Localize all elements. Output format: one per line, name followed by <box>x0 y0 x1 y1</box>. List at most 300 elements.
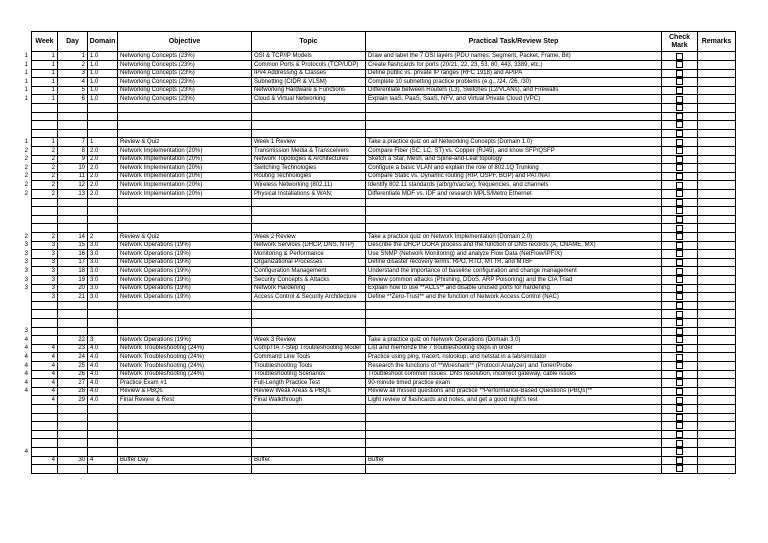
day-cell <box>57 129 87 137</box>
check-mark-cell <box>661 147 697 155</box>
domain-cell <box>87 448 117 456</box>
checkbox[interactable] <box>676 233 683 240</box>
week-cell: 4 <box>31 456 57 464</box>
day-cell: 28 <box>57 387 87 395</box>
topic-cell: Switching Technologies <box>251 164 365 172</box>
task-cell <box>365 310 661 318</box>
week-cell <box>31 327 57 335</box>
gutter-week: 3 <box>24 285 28 292</box>
checkbox[interactable] <box>676 147 683 154</box>
topic-cell: Week 3 Review <box>251 336 365 344</box>
day-cell: 23 <box>57 344 87 352</box>
remarks-cell[interactable] <box>697 439 736 447</box>
task-cell <box>365 104 661 112</box>
topic-cell: Network Services (DHCP, DNS, NTP) <box>251 241 365 249</box>
checkbox[interactable] <box>676 431 683 438</box>
topic-cell <box>251 310 365 318</box>
remarks-cell[interactable] <box>697 344 736 352</box>
check-mark-cell <box>661 250 697 258</box>
week-cell: 1 <box>31 95 57 103</box>
checkbox[interactable] <box>676 354 683 361</box>
week-cell: 4 <box>31 362 57 370</box>
checkbox[interactable] <box>676 268 683 275</box>
remarks-cell[interactable] <box>697 379 736 387</box>
check-mark-cell <box>661 276 697 284</box>
task-cell: Differentiate between Routers (L3), Switches (L2/VLANs), and Firewalls <box>365 86 661 94</box>
remarks-cell[interactable] <box>697 353 736 361</box>
topic-cell: Network Hardening <box>251 284 365 292</box>
remarks-cell[interactable] <box>697 95 736 103</box>
day-cell <box>57 319 87 327</box>
week-cell: 2 <box>31 155 57 163</box>
checkbox[interactable] <box>676 207 683 214</box>
objective-cell: Networking Concepts (23%) <box>117 86 251 94</box>
remarks-cell[interactable] <box>697 327 736 335</box>
remarks-cell[interactable] <box>697 181 736 189</box>
check-mark-cell <box>661 258 697 266</box>
check-mark-cell <box>661 387 697 395</box>
task-cell <box>365 198 661 206</box>
domain-cell: 1.0 <box>87 52 117 60</box>
domain-cell <box>87 439 117 447</box>
remarks-cell[interactable] <box>697 52 736 60</box>
week-cell: 4 <box>31 353 57 361</box>
week-cell: 4 <box>31 344 57 352</box>
day-cell: 21 <box>57 293 87 301</box>
remarks-cell[interactable] <box>697 164 736 172</box>
topic-cell: Buffer <box>251 456 365 464</box>
week-cell: 1 <box>31 61 57 69</box>
domain-cell: 3 <box>87 336 117 344</box>
topic-cell: Configuration Management <box>251 267 365 275</box>
remarks-cell[interactable] <box>697 267 736 275</box>
task-cell: Troubleshoot common issues: DNS resolution, incorrect gateway, cable issues <box>365 370 661 378</box>
objective-cell <box>117 413 251 421</box>
objective-cell: Networking Concepts (23%) <box>117 61 251 69</box>
gutter-week: 4 <box>24 354 28 360</box>
checkbox[interactable] <box>676 130 683 137</box>
day-cell: 9 <box>57 155 87 163</box>
day-cell: 17 <box>57 258 87 266</box>
checkbox[interactable] <box>676 448 683 455</box>
topic-cell: Subnetting (CIDR & VLSM) <box>251 78 365 86</box>
checkbox[interactable] <box>676 70 683 77</box>
gutter-week: 4 <box>24 448 28 455</box>
checkbox[interactable] <box>676 371 683 378</box>
checkbox[interactable] <box>676 156 683 163</box>
task-cell <box>365 465 661 473</box>
task-cell: 90-minute timed practice exam <box>365 379 661 387</box>
objective-cell: Network Troubleshooting (24%) <box>117 362 251 370</box>
task-cell: Compare Static vs. Dynamic routing (RIP, OSPF, BGP) and PAT/NAT <box>365 172 661 180</box>
checkbox[interactable] <box>676 104 683 111</box>
task-cell: Differentiate MDF vs. IDF and research MPLS/Metro Ethernet <box>365 190 661 198</box>
objective-cell <box>117 224 251 232</box>
checkbox[interactable] <box>676 345 683 352</box>
domain-cell <box>87 413 117 421</box>
day-cell: 27 <box>57 379 87 387</box>
day-cell <box>57 465 87 473</box>
domain-cell: 4.0 <box>87 362 117 370</box>
week-cell <box>31 215 57 223</box>
remarks-cell[interactable] <box>697 129 736 137</box>
task-cell: Use SNMP (Network Monitoring) and analyze Flow Data (NetFlow/IPFIX) <box>365 250 661 258</box>
domain-cell <box>87 104 117 112</box>
check-mark-cell <box>661 164 697 172</box>
task-cell: Practice using ping, tracert, nslookup, and netstat in a lab/simulator <box>365 353 661 361</box>
topic-cell: Final Walkthrough <box>251 396 365 404</box>
week-cell: 3 <box>31 284 57 292</box>
domain-cell <box>87 319 117 327</box>
check-mark-cell <box>661 413 697 421</box>
remarks-cell[interactable] <box>697 78 736 86</box>
gutter-week: 1 <box>24 87 28 94</box>
check-mark-cell <box>661 439 697 447</box>
domain-cell: 3.0 <box>87 293 117 301</box>
topic-cell: Wireless Networking (802.11) <box>251 181 365 189</box>
checkbox[interactable] <box>676 276 683 283</box>
topic-cell <box>251 112 365 120</box>
checkbox[interactable] <box>676 242 683 249</box>
checkbox[interactable] <box>676 388 683 395</box>
gutter-week: 2 <box>24 190 28 197</box>
check-mark-cell <box>661 301 697 309</box>
check-mark-cell <box>661 362 697 370</box>
remarks-cell[interactable] <box>697 430 736 438</box>
remarks-cell[interactable] <box>697 224 736 232</box>
topic-cell: Networking Hardware & Functions <box>251 86 365 94</box>
week-cell: 2 <box>31 181 57 189</box>
header-task: Practical Task/Review Step <box>365 32 661 51</box>
remarks-cell[interactable] <box>697 301 736 309</box>
remarks-cell[interactable] <box>697 215 736 223</box>
checkbox[interactable] <box>676 465 683 472</box>
task-cell <box>365 413 661 421</box>
checkbox[interactable] <box>676 422 683 429</box>
checkbox[interactable] <box>676 457 683 464</box>
check-mark-cell <box>661 327 697 335</box>
domain-cell: 1 <box>87 138 117 146</box>
day-cell <box>57 215 87 223</box>
day-cell: 10 <box>57 164 87 172</box>
check-mark-cell <box>661 61 697 69</box>
topic-cell: Transmission Media & Transceivers <box>251 147 365 155</box>
remarks-cell[interactable] <box>697 405 736 413</box>
remarks-cell[interactable] <box>697 233 736 241</box>
remarks-cell[interactable] <box>697 448 736 456</box>
remarks-cell[interactable] <box>697 422 736 430</box>
checkbox[interactable] <box>676 379 683 386</box>
day-cell: 12 <box>57 181 87 189</box>
week-cell <box>31 439 57 447</box>
day-cell: 4 <box>57 78 87 86</box>
checkbox[interactable] <box>676 328 683 335</box>
remarks-cell[interactable] <box>697 310 736 318</box>
week-cell: 3 <box>31 258 57 266</box>
checkbox[interactable] <box>676 164 683 171</box>
objective-cell <box>117 104 251 112</box>
topic-cell: Week 1 Review <box>251 138 365 146</box>
topic-cell: OSI & TCP/IP Models <box>251 52 365 60</box>
day-cell <box>57 327 87 335</box>
week-cell: 3 <box>31 250 57 258</box>
remarks-cell[interactable] <box>697 319 736 327</box>
task-cell <box>365 215 661 223</box>
remarks-cell[interactable] <box>697 362 736 370</box>
objective-cell: Networking Concepts (23%) <box>117 52 251 60</box>
check-mark-cell <box>661 224 697 232</box>
day-cell <box>57 224 87 232</box>
remarks-cell[interactable] <box>697 241 736 249</box>
objective-cell: Network Implementation (20%) <box>117 181 251 189</box>
remarks-cell[interactable] <box>697 121 736 129</box>
task-cell: Sketch a Star, Mesh, and Spine-and-Leaf topology <box>365 155 661 163</box>
checkbox[interactable] <box>676 53 683 60</box>
remarks-cell[interactable] <box>697 198 736 206</box>
checkbox[interactable] <box>676 96 683 103</box>
week-cell: 2 <box>31 233 57 241</box>
day-cell: 11 <box>57 172 87 180</box>
task-cell: Compare Fiber (SC, LC, ST) vs. Copper (RJ45), and know SFP/QSFP <box>365 147 661 155</box>
objective-cell: Network Troubleshooting (24%) <box>117 370 251 378</box>
domain-cell: 2.0 <box>87 164 117 172</box>
task-cell <box>365 439 661 447</box>
checkbox[interactable] <box>676 285 683 292</box>
task-cell <box>365 224 661 232</box>
topic-cell: Review Weak Areas & PBQs <box>251 387 365 395</box>
domain-cell: 1.0 <box>87 69 117 77</box>
remarks-cell[interactable] <box>697 276 736 284</box>
gutter-week: 1 <box>24 78 28 85</box>
topic-cell <box>251 198 365 206</box>
gutter-week: 1 <box>24 61 28 68</box>
checkbox[interactable] <box>676 405 683 412</box>
header-week: Week <box>31 32 57 51</box>
topic-cell <box>251 215 365 223</box>
week-cell <box>31 121 57 129</box>
week-cell <box>31 319 57 327</box>
topic-cell <box>251 439 365 447</box>
checkbox[interactable] <box>676 113 683 120</box>
gutter-week: 1 <box>24 53 28 59</box>
objective-cell <box>117 301 251 309</box>
checkbox[interactable] <box>676 293 683 300</box>
remarks-cell[interactable] <box>697 86 736 94</box>
remarks-cell[interactable] <box>697 104 736 112</box>
domain-cell: 1.0 <box>87 61 117 69</box>
gutter-week: 3 <box>24 250 28 257</box>
week-cell: 2 <box>31 147 57 155</box>
checkbox[interactable] <box>676 61 683 68</box>
remarks-cell[interactable] <box>697 172 736 180</box>
checkbox[interactable] <box>676 397 683 404</box>
task-cell <box>365 319 661 327</box>
domain-cell: 1.0 <box>87 78 117 86</box>
gutter-week: 3 <box>24 276 28 283</box>
task-cell: Define disaster recovery terms: RPO, RTO, MTTR, and MTBF <box>365 258 661 266</box>
task-cell: Light review of flashcards and notes, and get a good night's rest <box>365 396 661 404</box>
day-cell: 2 <box>57 61 87 69</box>
gutter-week: 2 <box>24 233 28 240</box>
topic-cell: CompTIA 7-Step Troubleshooting Model <box>251 344 365 352</box>
day-cell: 24 <box>57 353 87 361</box>
checkbox[interactable] <box>676 225 683 232</box>
domain-cell: 4.0 <box>87 396 117 404</box>
topic-cell: Troubleshooting Tools <box>251 362 365 370</box>
checkbox[interactable] <box>676 190 683 197</box>
check-mark-cell <box>661 456 697 464</box>
check-mark-cell <box>661 379 697 387</box>
topic-cell <box>251 430 365 438</box>
week-cell: 1 <box>31 69 57 77</box>
domain-cell <box>87 430 117 438</box>
remarks-cell[interactable] <box>697 69 736 77</box>
week-cell <box>31 405 57 413</box>
objective-cell <box>117 430 251 438</box>
checkbox[interactable] <box>676 336 683 343</box>
topic-cell: Organizational Processes <box>251 258 365 266</box>
objective-cell <box>117 207 251 215</box>
domain-cell <box>87 422 117 430</box>
task-cell <box>365 121 661 129</box>
remarks-cell[interactable] <box>697 370 736 378</box>
objective-cell: Networking Concepts (23%) <box>117 78 251 86</box>
topic-cell: IPv4 Addressing & Classes <box>251 69 365 77</box>
day-cell <box>57 310 87 318</box>
gutter-week: 3 <box>24 328 28 335</box>
topic-cell <box>251 319 365 327</box>
gutter-week: 4 <box>24 336 28 343</box>
checkbox[interactable] <box>676 199 683 206</box>
objective-cell: Networking Concepts (23%) <box>117 69 251 77</box>
week-cell <box>31 207 57 215</box>
objective-cell: Network Implementation (20%) <box>117 147 251 155</box>
remarks-cell[interactable] <box>697 413 736 421</box>
objective-cell: Final Review & Rest <box>117 396 251 404</box>
domain-cell: 2.0 <box>87 181 117 189</box>
remarks-cell[interactable] <box>697 396 736 404</box>
checkbox[interactable] <box>676 414 683 421</box>
objective-cell: Network Implementation (20%) <box>117 172 251 180</box>
task-cell: Draw and label the 7 OSI layers (PDU names: Segment, Packet, Frame, Bit) <box>365 52 661 60</box>
header-topic: Topic <box>251 32 365 51</box>
checkbox[interactable] <box>676 182 683 189</box>
domain-cell <box>87 198 117 206</box>
day-cell <box>57 413 87 421</box>
header-row <box>31 31 736 52</box>
remarks-cell[interactable] <box>697 336 736 344</box>
task-cell: Understand the importance of baseline configuration and change management <box>365 267 661 275</box>
checkbox[interactable] <box>676 121 683 128</box>
week-cell: 1 <box>31 138 57 146</box>
topic-cell <box>251 413 365 421</box>
domain-cell: 4 <box>87 456 117 464</box>
topic-cell: Network Topologies & Architectures <box>251 155 365 163</box>
task-cell: Review all missed questions and practice **Performance-Based Questions (PBQs)** <box>365 387 661 395</box>
objective-cell: Network Operations (19%) <box>117 250 251 258</box>
topic-cell: Access Control & Security Architecture <box>251 293 365 301</box>
check-mark-cell <box>661 241 697 249</box>
objective-cell <box>117 448 251 456</box>
domain-cell: 4.0 <box>87 387 117 395</box>
week-cell: 3 <box>31 241 57 249</box>
remarks-cell[interactable] <box>697 190 736 198</box>
topic-cell <box>251 207 365 215</box>
week-cell: 3 <box>31 276 57 284</box>
remarks-cell[interactable] <box>697 293 736 301</box>
objective-cell: Network Operations (19%) <box>117 293 251 301</box>
checkbox[interactable] <box>676 319 683 326</box>
task-cell <box>365 129 661 137</box>
remarks-cell[interactable] <box>697 207 736 215</box>
topic-cell: Routing Technologies <box>251 172 365 180</box>
checkbox[interactable] <box>676 259 683 266</box>
objective-cell <box>117 327 251 335</box>
checkbox[interactable] <box>676 311 683 318</box>
checkbox[interactable] <box>676 302 683 309</box>
remarks-cell[interactable] <box>697 465 736 473</box>
topic-cell: Troubleshooting Scenarios <box>251 370 365 378</box>
task-cell: Define **Zero-Trust** and the function of Network Access Control (NAC) <box>365 293 661 301</box>
domain-cell: 4.0 <box>87 379 117 387</box>
checkbox[interactable] <box>676 440 683 447</box>
topic-cell <box>251 422 365 430</box>
check-mark-cell <box>661 121 697 129</box>
day-cell: 16 <box>57 250 87 258</box>
checkbox[interactable] <box>676 78 683 85</box>
check-mark-cell <box>661 336 697 344</box>
checkbox[interactable] <box>676 139 683 146</box>
remarks-cell[interactable] <box>697 284 736 292</box>
remarks-cell[interactable] <box>697 138 736 146</box>
check-mark-cell <box>661 353 697 361</box>
header-day: Day <box>57 32 87 51</box>
check-mark-cell <box>661 95 697 103</box>
check-mark-cell <box>661 112 697 120</box>
checkbox[interactable] <box>676 87 683 94</box>
task-cell <box>365 405 661 413</box>
objective-cell: Network Operations (19%) <box>117 258 251 266</box>
day-cell: 5 <box>57 86 87 94</box>
remarks-cell[interactable] <box>697 456 736 464</box>
gutter-week: 2 <box>24 156 28 163</box>
checkbox[interactable] <box>676 173 683 180</box>
domain-cell <box>87 207 117 215</box>
remarks-cell[interactable] <box>697 112 736 120</box>
objective-cell <box>117 121 251 129</box>
remarks-cell[interactable] <box>697 387 736 395</box>
checkbox[interactable] <box>676 250 683 257</box>
gutter-week: 2 <box>24 182 28 188</box>
week-cell: 1 <box>31 52 57 60</box>
task-cell: Define public vs. private IP ranges (RFC 1918) and APIPA <box>365 69 661 77</box>
remarks-cell[interactable] <box>697 250 736 258</box>
remarks-cell[interactable] <box>697 258 736 266</box>
remarks-cell[interactable] <box>697 147 736 155</box>
objective-cell <box>117 319 251 327</box>
gutter-week: 4 <box>24 362 28 369</box>
check-mark-cell <box>661 129 697 137</box>
checkbox[interactable] <box>676 362 683 369</box>
check-mark-cell <box>661 69 697 77</box>
remarks-cell[interactable] <box>697 155 736 163</box>
check-mark-cell <box>661 319 697 327</box>
checkbox[interactable] <box>676 216 683 223</box>
remarks-cell[interactable] <box>697 61 736 69</box>
week-cell <box>31 129 57 137</box>
topic-cell: Command Line Tools <box>251 353 365 361</box>
topic-cell <box>251 448 365 456</box>
